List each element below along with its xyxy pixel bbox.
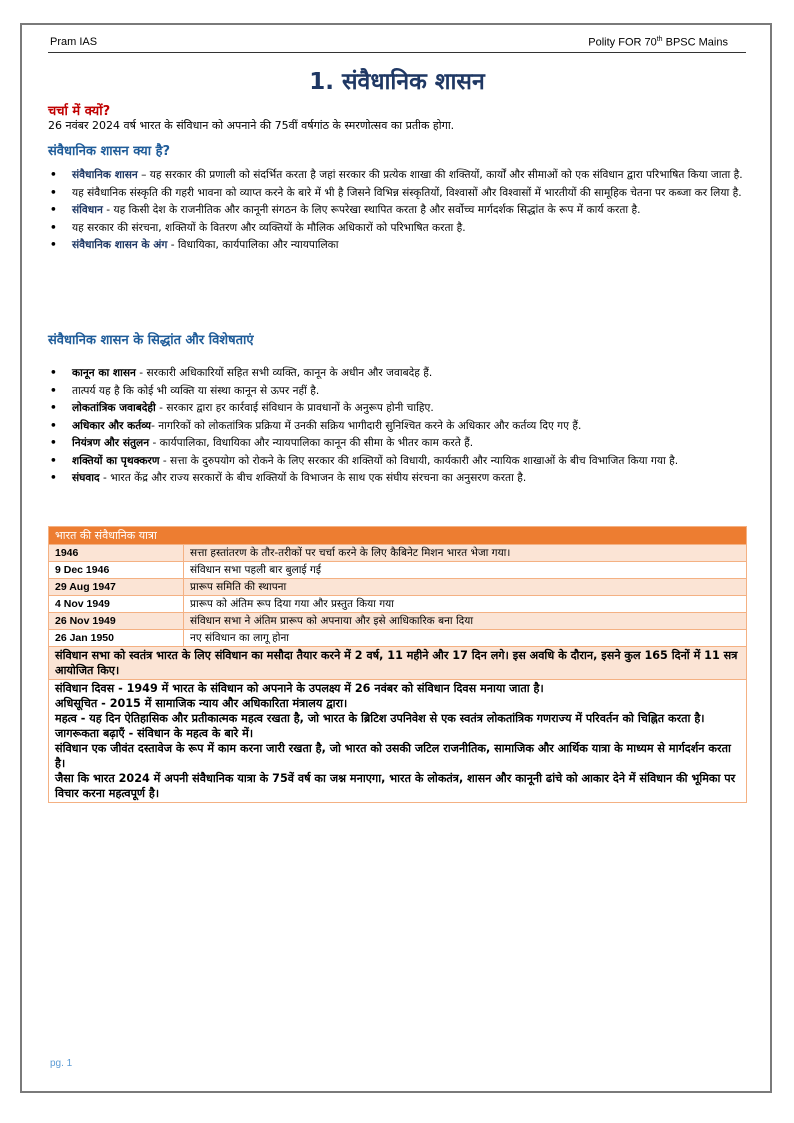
- list-item: [48, 168, 750, 183]
- list-item-term: शक्तियों का पृथक्करण: [72, 454, 160, 467]
- what-is-heading: संवैधानिक शासन क्या है?: [48, 144, 171, 159]
- list-item-text: – यह सरकार की प्रणाली को संदर्भित करता है जहां सरकार की प्रत्येक शाखा की शक्तियों, कार्यों और सीमाओं को एक संविधान द्वारा परिभाषित किया जाता है.: [137, 169, 743, 181]
- header-right: [588, 36, 728, 49]
- list-item: [48, 238, 750, 253]
- list-item-text: - यह किसी देश के राजनीतिक और कानूनी संगठन के लिए रूपरेखा स्थापित करता है और सर्वोच्च मार्गदर्शक सिद्धांत के रूप में कार्य करता है.: [102, 204, 641, 216]
- list-item: [48, 186, 750, 201]
- timeline-date: 9 Dec 1946: [49, 562, 184, 579]
- list-item-term: संविधान: [72, 204, 103, 216]
- table-row: [49, 680, 747, 803]
- list-item-text: - सरकार द्वारा हर कार्रवाई संविधान के प्रावधानों के अनुरूप होनी चाहिए.: [155, 402, 434, 414]
- timeline-event: प्रारूप को अंतिम रूप दिया गया और प्रस्तुत किया गया: [184, 596, 747, 613]
- what-is-list: [48, 168, 750, 256]
- header-right-prefix: Polity FOR 70: [588, 36, 657, 49]
- table-row: [49, 562, 747, 579]
- list-item: [48, 436, 750, 451]
- list-item-text: - कार्यपालिका, विधायिका और न्यायपालिका कानून की सीमा के भीतर काम करते हैं.: [149, 437, 474, 449]
- header-right-sup: th: [656, 36, 663, 43]
- info-paragraph: जैसा कि भारत 2024 में अपनी संवैधानिक यात्रा के 75वें वर्ष का जश्न मनाएगा, भारत के लोकतंत्र, शासन और कानूनी ढांचे को आकार देने में संविधान की भूमिका पर विचार करना महत्वपूर्ण है।: [55, 772, 736, 800]
- table-header-row: [49, 527, 747, 545]
- table-row: [49, 613, 747, 630]
- list-item-text: - सरकारी अधिकारियों सहित सभी व्यक्ति, कानून के अधीन और जवाबदेह हैं.: [135, 367, 433, 379]
- table-row: [49, 647, 747, 680]
- info-paragraph: संविधान दिवस - 1949 में भारत के संविधान को अपनाने के उपलक्ष्य में 26 नवंबर को संविधान दिवस मनाया जाता है।: [55, 682, 544, 695]
- timeline-info: [49, 680, 747, 803]
- table-row: [49, 545, 747, 562]
- list-item-text: - नागरिकों को लोकतांत्रिक प्रक्रिया में उनकी सक्रिय भागीदारी सुनिश्चित करने के अधिकार और कर्तव्य दिए गए हैं.: [151, 419, 582, 432]
- timeline-date: 26 Jan 1950: [49, 630, 184, 647]
- timeline-event: संविधान सभा पहली बार बुलाई गई: [184, 562, 747, 579]
- timeline-event: सत्ता हस्तांतरण के तौर-तरीकों पर चर्चा करने के लिए कैबिनेट मिशन भारत भेजा गया।: [184, 545, 747, 562]
- timeline-table: [48, 526, 747, 803]
- list-item: [48, 203, 750, 218]
- header-right-suffix: BPSC Mains: [662, 36, 728, 49]
- timeline-date: 26 Nov 1949: [49, 613, 184, 630]
- list-item: [48, 454, 750, 469]
- table-row: [49, 596, 747, 613]
- list-item: [48, 401, 750, 416]
- timeline-event: प्रारूप समिति की स्थापना: [184, 579, 747, 596]
- timeline-date: 29 Aug 1947: [49, 579, 184, 596]
- timeline-date: 1946: [49, 545, 184, 562]
- list-item: [48, 366, 750, 381]
- list-item-text: - भारत केंद्र और राज्य सरकारों के बीच शक्तियों के विभाजन के साथ एक संघीय संरचना का अनुसरण करता है.: [99, 472, 527, 484]
- list-item-text: यह सरकार की संरचना, शक्तियों के वितरण और व्यक्तियों के मौलिक अधिकारों को परिभाषित करता है.: [72, 221, 466, 234]
- list-item-term: कानून का शासन: [72, 367, 136, 379]
- list-item-term: संवैधानिक शासन के अंग: [72, 239, 168, 251]
- news-heading: चर्चा में क्यों?: [48, 104, 111, 119]
- timeline-heading: भारत की संवैधानिक यात्रा: [49, 527, 747, 545]
- info-paragraph: संविधान एक जीवंत दस्तावेज के रूप में काम करना जारी रखता है, जो भारत को उसकी जटिल राजनीतिक, सामाजिक और आर्थिक यात्रा के माध्यम से मार्गदर्शन करता है।: [55, 742, 731, 770]
- principles-heading: संवैधानिक शासन के सिद्धांत और विशेषताएं: [48, 333, 254, 348]
- list-item: [48, 419, 750, 434]
- info-paragraph: जागरूकता बढ़ाएँ - संविधान के महत्व के बारे में।: [55, 727, 254, 740]
- list-item-term: अधिकार और कर्तव्य: [72, 419, 152, 432]
- list-item: [48, 221, 750, 236]
- page-number: pg. 1: [50, 1058, 73, 1069]
- list-item-text: तात्पर्य यह है कि कोई भी व्यक्ति या संस्था कानून से ऊपर नहीं है.: [72, 384, 320, 397]
- info-paragraph: अधिसूचित - 2015 में सामाजिक न्याय और अधिकारिता मंत्रालय द्वारा।: [55, 697, 348, 710]
- list-item-text: यह संवैधानिक संस्कृति की गहरी भावना को व्याप्त करने के बारे में भी है जिसने विभिन्न संस्कृतियों, विश्वासों और विश्वासों में भारतीयों की सामूहिक चेतना पर कब्जा कर लिया है.: [72, 186, 742, 199]
- timeline-event: संविधान सभा ने अंतिम प्रारूप को अपनाया और इसे आधिकारिक बना दिया: [184, 613, 747, 630]
- header-divider: [48, 52, 746, 53]
- principles-list: [48, 366, 750, 489]
- page-title: 1. संवैधानिक शासन: [309, 69, 485, 95]
- list-item-term: लोकतांत्रिक जवाबदेही: [72, 402, 156, 414]
- list-item-text: - विधायिका, कार्यपालिका और न्यायपालिका: [167, 239, 339, 251]
- header-left: Pram IAS: [50, 36, 98, 48]
- timeline-note: संविधान सभा को स्वतंत्र भारत के लिए संविधान का मसौदा तैयार करने में 2 वर्ष, 11 महीने और 17 दिन लगे। इस अवधि के दौरान, इसने कुल 165 दिनों में 11 सत्र आयोजित किए।: [49, 647, 747, 680]
- table-row: [49, 579, 747, 596]
- list-item-term: संघवाद: [72, 472, 100, 484]
- info-paragraph: महत्व - यह दिन ऐतिहासिक और प्रतीकात्मक महत्व रखता है, जो भारत के ब्रिटिश उपनिवेश से एक स्वतंत्र लोकतांत्रिक गणराज्य में परिवर्तन को चिह्नित करता है।: [55, 712, 705, 725]
- list-item-term: नियंत्रण और संतुलन: [72, 437, 150, 449]
- list-item: [48, 384, 750, 399]
- timeline-event: नए संविधान का लागू होना: [184, 630, 747, 647]
- list-item-term: संवैधानिक शासन: [72, 169, 138, 181]
- table-row: [49, 630, 747, 647]
- list-item: [48, 471, 750, 486]
- news-text: 26 नवंबर 2024 वर्ष भारत के संविधान को अपनाने की 75वीं वर्षगांठ के स्मरणोत्सव का प्रतीक होगा.: [48, 119, 455, 132]
- timeline-date: 4 Nov 1949: [49, 596, 184, 613]
- list-item-text: - सत्ता के दुरुपयोग को रोकने के लिए सरकार की शक्तियों को विधायी, कार्यकारी और न्यायिक शाखाओं के बीच विभाजित किया गया है.: [159, 454, 679, 467]
